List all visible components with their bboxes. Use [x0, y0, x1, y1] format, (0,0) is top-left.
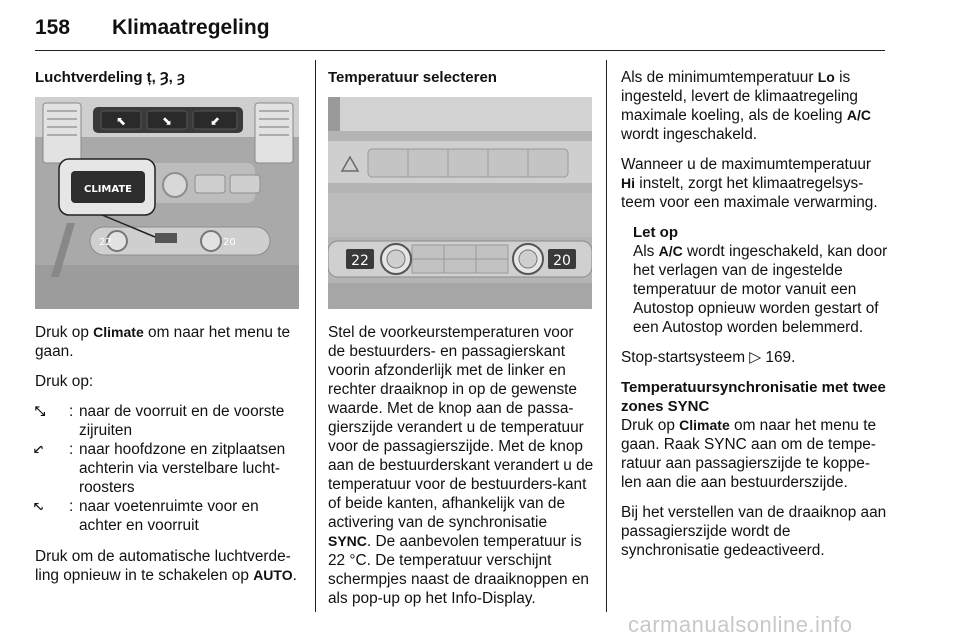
page-reference-arrow-icon: ▷ [749, 349, 762, 366]
svg-text:20: 20 [223, 237, 236, 248]
column-3 [621, 68, 889, 571]
column-divider-2 [606, 60, 607, 612]
svg-text:⬊: ⬊ [161, 114, 173, 128]
page-title: Klimaatregeling [112, 16, 270, 39]
svg-text:⬋: ⬋ [209, 114, 221, 128]
note-block [621, 223, 889, 337]
temperature-knobs-illustration [328, 97, 592, 309]
list-item: ⤣ : naar hoofdzone en zitplaatsen achterin via verstelbare lucht-roosters [31, 441, 286, 496]
paragraph-press-climate: Druk op Climate om naar het menu te gaan. [35, 324, 291, 360]
svg-text:22: 22 [351, 253, 369, 269]
column-2 [328, 68, 594, 619]
svg-text:CLIMATE: CLIMATE [84, 184, 132, 195]
head-zone-airflow-icon: ⤣ [31, 445, 47, 454]
svg-text:20: 20 [553, 253, 571, 269]
svg-text:⬉: ⬉ [115, 114, 127, 128]
paragraph-press-on: Druk op: [35, 373, 94, 390]
temperature-knobs-drawing [328, 97, 592, 309]
note-text: Als A/C wordt ingeschakeld, kan door het verlagen van de ingestelde temperatuur de motor vanuit een Autostop opnieuw worden gestart of een Autostop worden belemmerd. [633, 243, 888, 336]
page-number: 158 [35, 16, 71, 39]
page-header [35, 10, 885, 42]
note-title: Let op [633, 224, 678, 241]
column-divider-1 [315, 60, 316, 612]
section-heading-temperature: Temperatuur selecteren [328, 69, 497, 86]
paragraph-deactivate: Bij het verstellen van de draaiknop aan passagierszijde wordt de synchronisatie gedeactiveerd. [621, 504, 887, 559]
list-item: ⤤ : naar voetenruimte voor en achter en voorruit [31, 498, 259, 534]
watermark: carmanualsonline.info [628, 612, 853, 637]
svg-text:22: 22 [99, 237, 112, 248]
paragraph-auto: Druk om de automatische luchtverde-ling opnieuw in te schakelen op AUTO. [35, 548, 297, 584]
climate-panel-drawing [35, 97, 299, 309]
footwell-airflow-icon: ⤤ [31, 502, 47, 511]
column-1 [31, 68, 301, 596]
header-rule [35, 50, 885, 51]
paragraph-lo: Als de minimumtemperatuur Lo is ingesteld, levert de klimaatregeling maximale koeling, als de koeling A/C wordt ingeschakeld. [621, 69, 871, 143]
windscreen-airflow-icon: ⤢ [32, 406, 48, 417]
climate-panel-illustration [35, 97, 299, 309]
list-item: ⤢ : naar de voorruit en de voorste zijruiten [32, 403, 285, 439]
paragraph-sync: Druk op Climate om naar het menu te gaan. Raak SYNC aan om de tempe-ratuur aan passagierszijde te koppe-len aan die aan bestuurderszijde. [621, 417, 877, 491]
air-distribution-list [31, 402, 301, 535]
section-heading-air-distribution: Luchtverdeling ț, Ȝ, ȝ [35, 69, 185, 86]
paragraph-hi: Wanneer u de maximumtemperatuur Hi instelt, zorgt het klimaatregelsys-teem voor een maximale verwarming. [621, 156, 878, 211]
paragraph-set-temperature: Stel de voorkeurstemperaturen voor de bestuurders- en passagierskant voorin afzonderlijk met de linker en rechter draaiknop in op de gewenste waarde. Met de knop aan de passa-gierszijde verandert u de temperatuur voor de passagierszijde. Met de knop aan de bestuurderskant verandert u de temperatuur voor de bestuurders-kant of beide kanten, afhankelijk van de activering van de synchronisatie SYNC. De aanbevolen temperatuur is 22 °C. De temperatuur verschijnt schermpjes naast de draaiknoppen en als pop-up op het Info-Display. [328, 324, 594, 607]
paragraph-stop-start-reference: Stop-startsysteem ▷ 169. [621, 349, 796, 366]
section-heading-sync: Temperatuursynchronisatie met twee zones SYNC [621, 379, 886, 415]
